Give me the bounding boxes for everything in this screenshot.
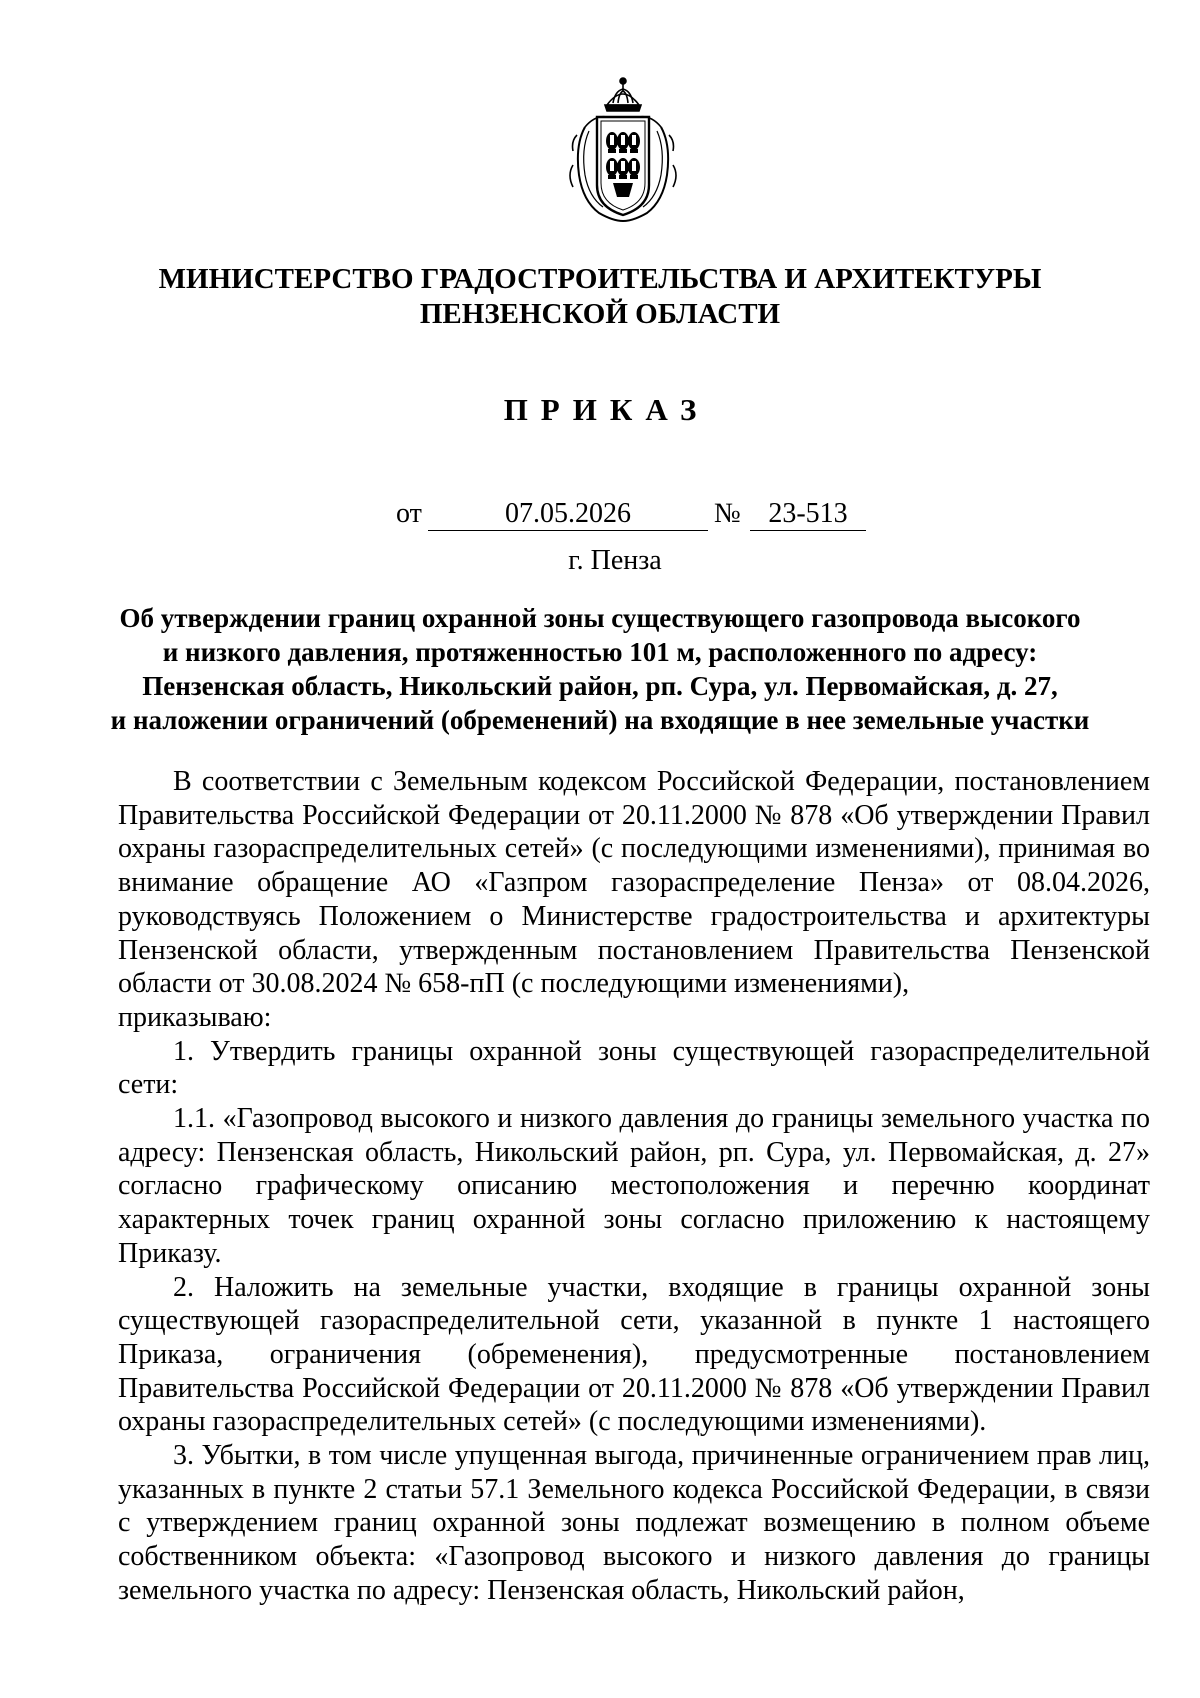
order-subject-line1: Об утверждении границ охранной зоны существующего газопровода высокого <box>119 603 1081 633</box>
ministry-name-line1: МИНИСТЕРСТВО ГРАДОСТРОИТЕЛЬСТВА И АРХИТЕКТУРЫ <box>158 263 1042 295</box>
ministry-name <box>0 262 1200 332</box>
order-subject-line4: и наложении ограничений (обременений) на входящие в нее земельные участки <box>110 705 1090 735</box>
order-word-paragraph: приказываю: <box>118 1001 272 1033</box>
item-2-paragraph: 2. Наложить на земельные участки, входящие в границы охранной зоны существующей газораспределительной сети, указанной в пункте 1 настоящего Приказа, ограничения (обременения), предусмотренные постановлением Правительства Российской Федерации от 20.11.2000 № 878 «Об утверждении Правил охраны газораспределительных сетей» (с последующими изменениями). <box>118 1271 1150 1438</box>
order-subject-line2: и низкого давления, протяженностью 101 м, расположенного по адресу: <box>162 637 1038 667</box>
item-3-paragraph: 3. Убытки, в том числе упущенная выгода, причиненные ограничением прав лиц, указанных в пункте 2 статьи 57.1 Земельного кодекса Российской Федерации, в связи с утверждением границ охранной зоны подлежат возмещению в полном объеме собственником объекта: «Газопровод высокого и низкого давления до границы земельного участка по адресу: Пензенская область, Никольский район, <box>118 1440 1150 1606</box>
ministry-name-line2: ПЕНЗЕНСКОЙ ОБЛАСТИ <box>419 298 781 330</box>
order-subject-line3: Пензенская область, Никольский район, рп. Сура, ул. Первомайская, д. 27, <box>142 671 1058 701</box>
date-prefix-label: от <box>396 498 422 529</box>
item-1-1-paragraph: 1.1. «Газопровод высокого и низкого давления до границы земельного участка по адресу: Пензенская область, Никольский район, рп. Сура, ул. Первомайская, д. 27» согласно графическому описанию местоположения и перечню координат характерных точек границ охранной зоны согласно приложению к настоящему Приказу. <box>118 1103 1150 1269</box>
order-body <box>118 765 1150 1608</box>
document-type-title: ПРИКАЗ <box>503 392 710 427</box>
item-1-paragraph: 1. Утвердить границы охранной зоны существующей газораспределительной сети: <box>118 1035 1150 1101</box>
order-number: 23-513 <box>750 497 866 531</box>
number-prefix-label: № <box>714 498 741 529</box>
order-subject <box>100 601 1100 737</box>
order-date: 07.05.2026 <box>428 497 708 531</box>
coat-of-arms-emblem <box>563 75 683 223</box>
preamble-paragraph: В соответствии с Земельным кодексом Российской Федерации, постановлением Правительства Российской Федерации от 20.11.2000 № 878 «Об утверждении Правил охраны газораспределительных сетей» (с последующими изменениями), принимая во внимание обращение АО «Газпром газораспределение Пенза» от 08.04.2026, руководствуясь Положением о Министерстве градостроительства и архитектуры Пензенской области, утвержденным постановлением Правительства Пензенской области от 30.08.2024 № 658-пП (с последующими изменениями), <box>118 766 1150 1000</box>
issue-city: г. Пенза <box>568 545 662 576</box>
